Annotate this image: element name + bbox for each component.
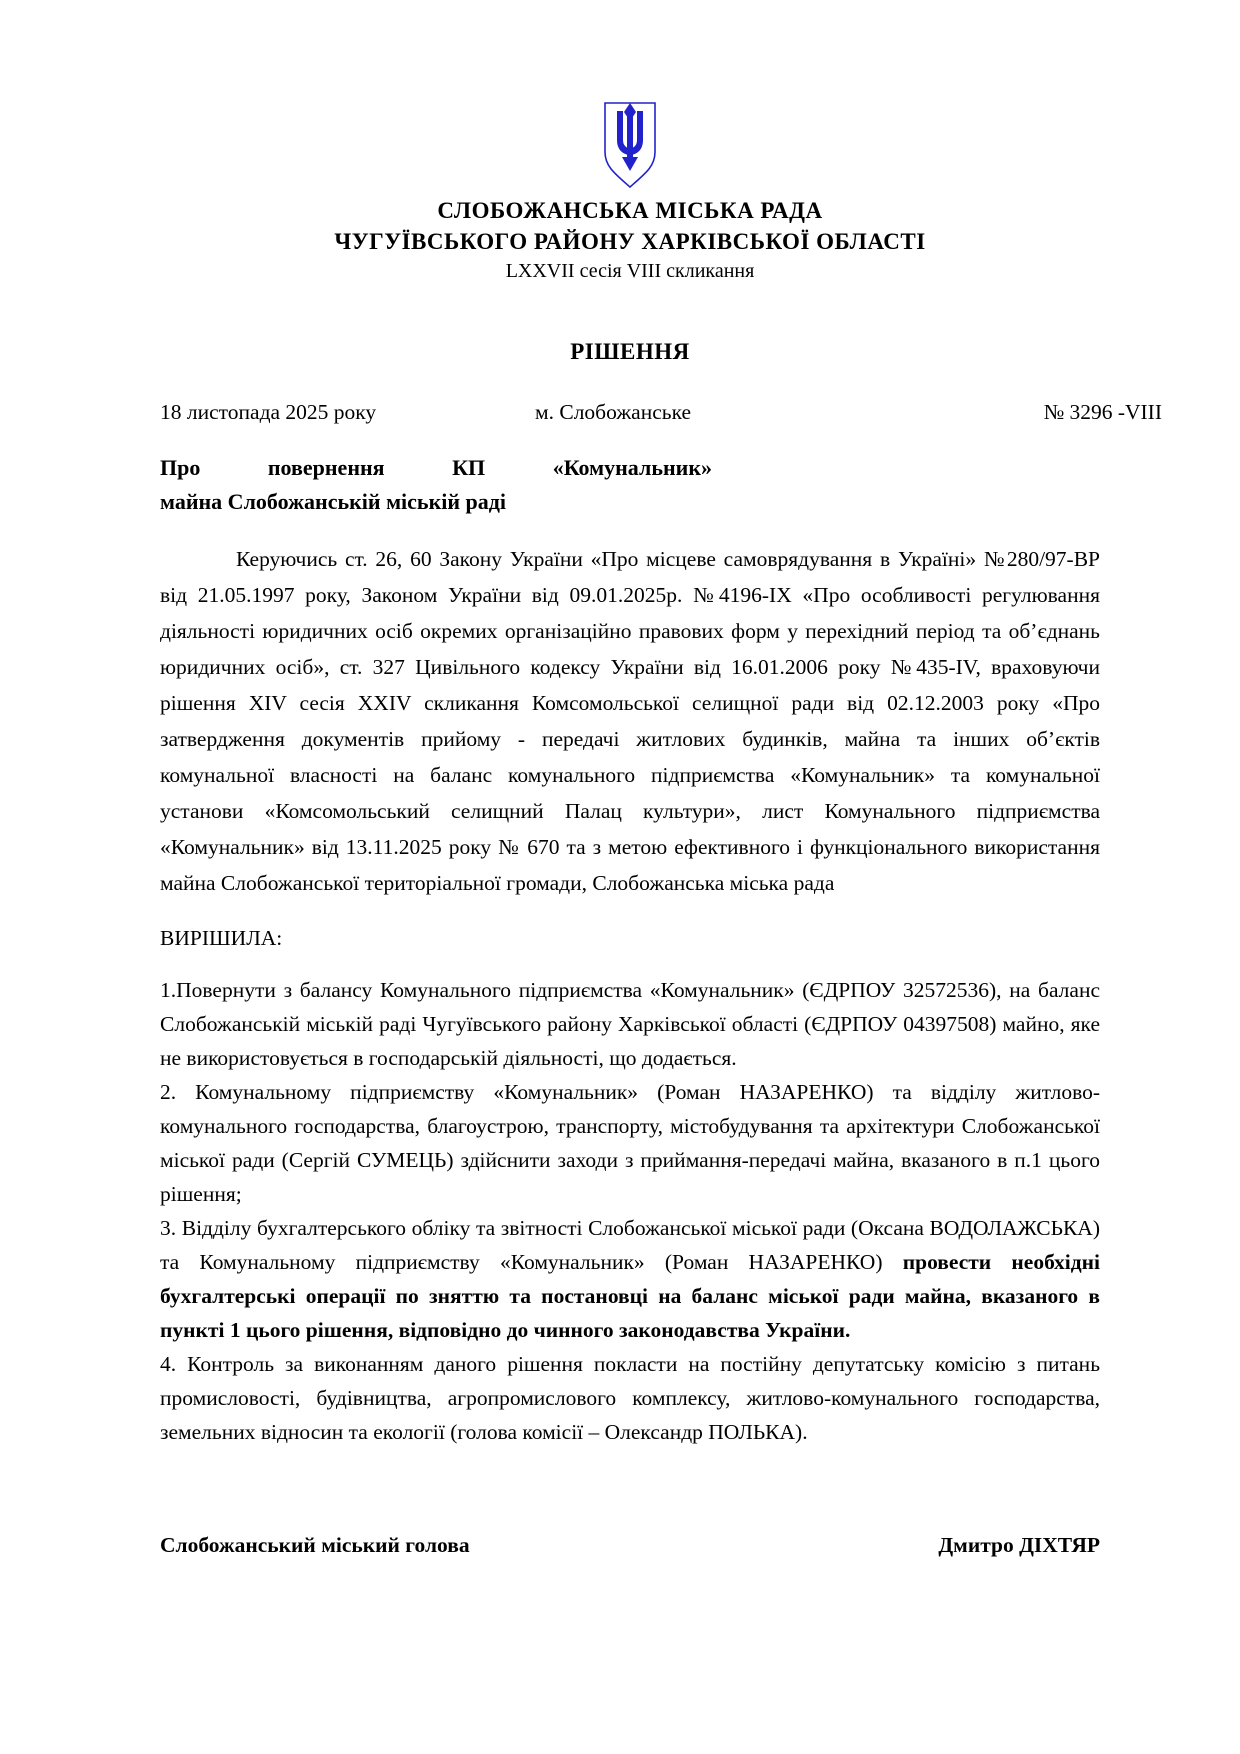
- meta-row: [160, 397, 1162, 427]
- resolved-label: ВИРІШИЛА:: [160, 926, 283, 950]
- decision-number: № 3296 -VIII: [1043, 400, 1162, 424]
- resolution-item-3: [160, 1211, 1100, 1347]
- ukraine-trident-emblem-icon: [599, 100, 661, 192]
- resolution-item-1: [160, 973, 1100, 1075]
- resolution-item-4-text: 4. Контроль за виконанням даного рішення покласти на постійну депутатську комісію з питань промисловості, будівництва, агропромислового комплексу, житлово-комунального господарства, земельних відносин та екології (голова комісії – Олександр ПОЛЬКА).: [160, 1352, 1100, 1444]
- resolution-item-2-text: 2. Комунальному підприємству «Комунальник» (Роман НАЗАРЕНКО) та відділу житлово-комунального господарства, благоустрою, транспорту, містобудування та архітектури Слобожанської міської ради (Сергій СУМЕЦЬ) здійснити заходи з приймання-передачі майна, вказаного в п.1 цього рішення;: [160, 1080, 1100, 1206]
- decision-date: 18 листопада 2025 року: [160, 400, 377, 424]
- subject-block: [160, 451, 712, 519]
- decision-place: м. Слобожанське: [535, 400, 692, 424]
- council-name-line: СЛОБОЖАНСЬКА МІСЬКА РАДА: [437, 198, 823, 223]
- document-title: РІШЕННЯ: [570, 339, 690, 364]
- signatory-name: Дмитро ДІХТЯР: [938, 1533, 1100, 1557]
- resolution-item-1-text: 1.Повернути з балансу Комунального підприємства «Комунальник» (ЄДРПОУ 32572536), на баланс Слобожанській міській раді Чугуївського району Харківської області (ЄДРПОУ 04397508) майно, яке не використовується в господарській діяльності, що додається.: [160, 978, 1100, 1070]
- session-line: LXXVII сесія VIII скликання: [505, 260, 755, 282]
- resolution-item-2: [160, 1075, 1100, 1211]
- signature-row: [160, 1530, 1100, 1560]
- subject-line-2: майна Слобожанській міській раді: [160, 489, 507, 514]
- resolution-item-4: [160, 1347, 1100, 1449]
- emblem-base: [622, 157, 638, 171]
- subject-line-1: Про повернення КП «Комунальник»: [160, 455, 712, 480]
- resolution-item-3-text: 3. Відділу бухгалтерського обліку та звітності Слобожанської міської ради (Оксана ВОДОЛАЖСЬКА) та Комунальному підприємству «Комунальник» (Роман НАЗАРЕНКО): [160, 1216, 1100, 1274]
- district-region-line: ЧУГУЇВСЬКОГО РАЙОНУ ХАРКІВСЬКОЇ ОБЛАСТІ: [334, 229, 926, 254]
- signatory-position: Слобожанський міський голова: [160, 1533, 470, 1557]
- emblem-right-prong: [632, 111, 643, 155]
- resolution-item-3-bold-text: провести необхідні бухгалтерські операції по зняттю та постановці на баланс міської ради майна, вказаного в пункті 1 цього рішення, відповідно до чинного законодавства України.: [160, 1250, 1100, 1342]
- preamble-paragraph: Керуючись ст. 26, 60 Закону України «Про місцеве самоврядування в Україні» №280/97-ВР від 21.05.1997 року, Законом України від 09.01.2025р. №4196-IX «Про особливості регулювання діяльності юридичних осіб окремих організаційно правових форм у перехідний період та об’єднань юридичних осіб», ст. 327 Цивільного кодексу України від 16.01.2006 року №435-IV, враховуючи рішення XIV сесія XXIV скликання Комсомольської селищної ради від 02.12.2003 року «Про затвердження документів прийому - передачі житлових будинків, майна та інших об’єктів комунальної власності на баланс комунального підприємства «Комунальник» та комунальної установи «Комсомольський селищний Палац культури», лист Комунального підприємства «Комунальник» від 13.11.2025 року № 670 та з метою ефективного і функціонального використання майна Слобожанської територіальної громади, Слобожанська міська рада: [160, 547, 1100, 895]
- resolution-items: [160, 973, 1100, 1449]
- emblem-container: [160, 100, 1100, 195]
- emblem-spear-tip: [624, 103, 636, 121]
- emblem-left-prong: [617, 111, 628, 155]
